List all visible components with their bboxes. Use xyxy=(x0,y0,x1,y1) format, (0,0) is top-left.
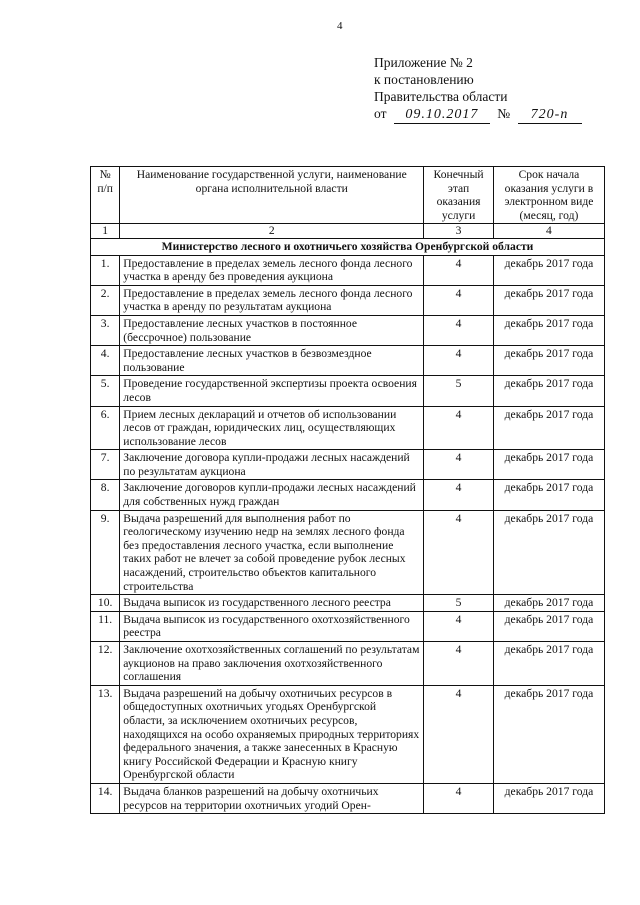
table-row xyxy=(91,450,605,480)
handwritten-number: 720-п xyxy=(518,106,582,124)
row-number: 10. xyxy=(91,595,120,612)
row-number: 6. xyxy=(91,406,120,450)
appendix-line-3: Правительства области xyxy=(374,89,508,104)
start-term: декабрь 2017 года xyxy=(493,406,604,450)
index-row xyxy=(91,224,605,239)
final-stage: 5 xyxy=(424,595,494,612)
service-name: Заключение договора купли-продажи лесных насаждений по результатам аукциона xyxy=(120,450,424,480)
index-cell: 3 xyxy=(424,224,494,239)
start-term: декабрь 2017 года xyxy=(493,611,604,641)
final-stage: 4 xyxy=(424,255,494,285)
header-num: № п/п xyxy=(91,167,120,224)
ministry-name: Министерство лесного и охотничьего хозяйства Оренбургской области xyxy=(91,238,605,255)
handwritten-date: 09.10.2017 xyxy=(394,106,490,124)
table-row xyxy=(91,346,605,376)
final-stage: 4 xyxy=(424,510,494,595)
service-name: Выдача выписок из государственного лесного реестра xyxy=(120,595,424,612)
row-number: 8. xyxy=(91,480,120,510)
final-stage: 4 xyxy=(424,285,494,315)
table-row xyxy=(91,285,605,315)
services-table xyxy=(90,166,605,814)
row-number: 12. xyxy=(91,642,120,686)
final-stage: 4 xyxy=(424,450,494,480)
final-stage: 4 xyxy=(424,611,494,641)
table-row xyxy=(91,315,605,345)
index-cell: 2 xyxy=(120,224,424,239)
table-row xyxy=(91,255,605,285)
final-stage: 4 xyxy=(424,406,494,450)
service-name: Заключение охотхозяйственных соглашений по результатам аукционов на право заключения охотхозяйственного соглашения xyxy=(120,642,424,686)
header-term: Срок начала оказания услуги в электронном виде (месяц, год) xyxy=(493,167,604,224)
start-term: декабрь 2017 года xyxy=(493,450,604,480)
start-term: декабрь 2017 года xyxy=(493,376,604,406)
page-number: 4 xyxy=(337,20,343,32)
final-stage: 4 xyxy=(424,346,494,376)
service-name: Выдача выписок из государственного охотхозяйственного реестра xyxy=(120,611,424,641)
row-number: 7. xyxy=(91,450,120,480)
start-term: декабрь 2017 года xyxy=(493,285,604,315)
table-row xyxy=(91,611,605,641)
final-stage: 4 xyxy=(424,480,494,510)
appendix-signature-line xyxy=(374,105,586,124)
service-name: Выдача разрешений для выполнения работ по геологическому изучению недр на землях лесного фонда без предоставления лесного участка, если выполнение таких работ не влечет за собой проведение рубок лесных насаждений, строительство объектов капитального строительства xyxy=(120,510,424,595)
number-label: № xyxy=(497,106,511,121)
appendix-title: Приложение № 2 xyxy=(374,55,473,70)
service-name: Прием лесных деклараций и отчетов об использовании лесов от граждан, юридических лиц, осуществляющих использование лесов xyxy=(120,406,424,450)
service-name: Предоставление лесных участков в постоянное (бессрочное) пользование xyxy=(120,315,424,345)
final-stage: 4 xyxy=(424,642,494,686)
row-number: 3. xyxy=(91,315,120,345)
start-term: декабрь 2017 года xyxy=(493,642,604,686)
start-term: декабрь 2017 года xyxy=(493,346,604,376)
final-stage: 4 xyxy=(424,783,494,813)
row-number: 1. xyxy=(91,255,120,285)
start-term: декабрь 2017 года xyxy=(493,510,604,595)
table-row xyxy=(91,642,605,686)
start-term: декабрь 2017 года xyxy=(493,255,604,285)
final-stage: 4 xyxy=(424,685,494,783)
service-name: Выдача бланков разрешений на добычу охотничьих ресурсов на территории охотничьих угодий Орен- xyxy=(120,783,424,813)
index-cell: 1 xyxy=(91,224,120,239)
start-term: декабрь 2017 года xyxy=(493,783,604,813)
appendix-header xyxy=(374,54,586,124)
service-name: Заключение договоров купли-продажи лесных насаждений для собственных нужд граждан xyxy=(120,480,424,510)
table-row xyxy=(91,685,605,783)
row-number: 4. xyxy=(91,346,120,376)
start-term: декабрь 2017 года xyxy=(493,480,604,510)
final-stage: 4 xyxy=(424,315,494,345)
service-name: Выдача разрешений на добычу охотничьих ресурсов в общедоступных охотничьих угодьях Оренбургской области, за исключением охотничьих ресурсов, находящихся на особо охраняемых природных территориях федерального значения, а также занесенных в Красную книгу Российской Федерации и Красную книгу Оренбургской области xyxy=(120,685,424,783)
appendix-line-2: к постановлению xyxy=(374,72,474,87)
table-header-row xyxy=(91,167,605,224)
service-name: Проведение государственной экспертизы проекта освоения лесов xyxy=(120,376,424,406)
start-term: декабрь 2017 года xyxy=(493,595,604,612)
service-name: Предоставление в пределах земель лесного фонда лесного участка в аренду по результатам аукциона xyxy=(120,285,424,315)
ministry-row xyxy=(91,238,605,255)
table-row xyxy=(91,783,605,813)
row-number: 9. xyxy=(91,510,120,595)
service-name: Предоставление лесных участков в безвозмездное пользование xyxy=(120,346,424,376)
row-number: 13. xyxy=(91,685,120,783)
header-stage: Конечный этап оказания услуги xyxy=(424,167,494,224)
service-name: Предоставление в пределах земель лесного фонда лесного участка в аренду без проведения аукциона xyxy=(120,255,424,285)
start-term: декабрь 2017 года xyxy=(493,315,604,345)
table-row xyxy=(91,480,605,510)
table-row xyxy=(91,595,605,612)
row-number: 2. xyxy=(91,285,120,315)
start-term: декабрь 2017 года xyxy=(493,685,604,783)
table-row xyxy=(91,406,605,450)
row-number: 11. xyxy=(91,611,120,641)
table-row xyxy=(91,510,605,595)
row-number: 5. xyxy=(91,376,120,406)
table-row xyxy=(91,376,605,406)
header-name: Наименование государственной услуги, наименование органа исполнительной власти xyxy=(120,167,424,224)
final-stage: 5 xyxy=(424,376,494,406)
from-label: от xyxy=(374,106,387,121)
row-number: 14. xyxy=(91,783,120,813)
index-cell: 4 xyxy=(493,224,604,239)
